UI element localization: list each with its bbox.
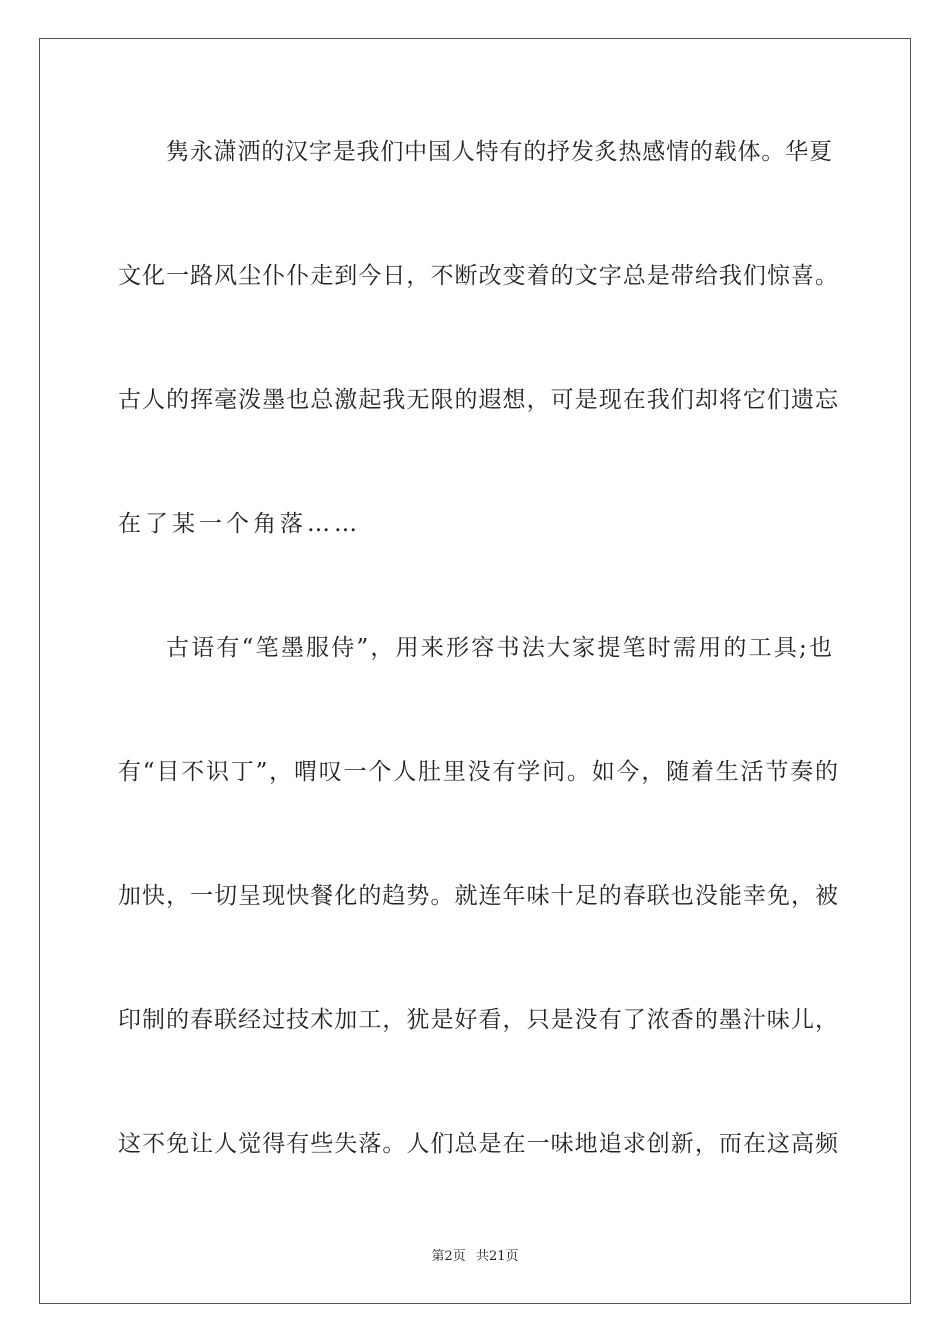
text-line-6: 有“目不识丁”，喟叹一个人肚里没有学问。如今，随着生活节奏的 (118, 759, 838, 785)
text-line-5: 古语有“笔墨服侍”，用来形容书法大家提笔时需用的工具;也 (166, 635, 832, 661)
text-line-3: 古人的挥毫泼墨也总激起我无限的遐想，可是现在我们却将它们遗忘 (118, 387, 838, 413)
text-line-8: 印制的春联经过技术加工，犹是好看，只是没有了浓香的墨汁味儿， (118, 1007, 838, 1033)
text-line-1: 隽永潇洒的汉字是我们中国人特有的抒发炙热感情的载体。华夏 (166, 139, 832, 165)
page-number: 第2页 (431, 1249, 466, 1264)
page-total: 共21页 (475, 1249, 519, 1264)
text-line-7: 加快，一切呈现快餐化的趋势。就连年味十足的春联也没能幸免，被 (118, 883, 838, 909)
text-line-9: 这不免让人觉得有些失落。人们总是在一味地追求创新，而在这高频 (118, 1131, 838, 1157)
text-line-4: 在了某一个角落…… (118, 511, 361, 537)
page-border (39, 38, 911, 1304)
page-footer (0, 1245, 950, 1264)
text-line-2: 文化一路风尘仆仆走到今日，不断改变着的文字总是带给我们惊喜。 (118, 263, 838, 289)
